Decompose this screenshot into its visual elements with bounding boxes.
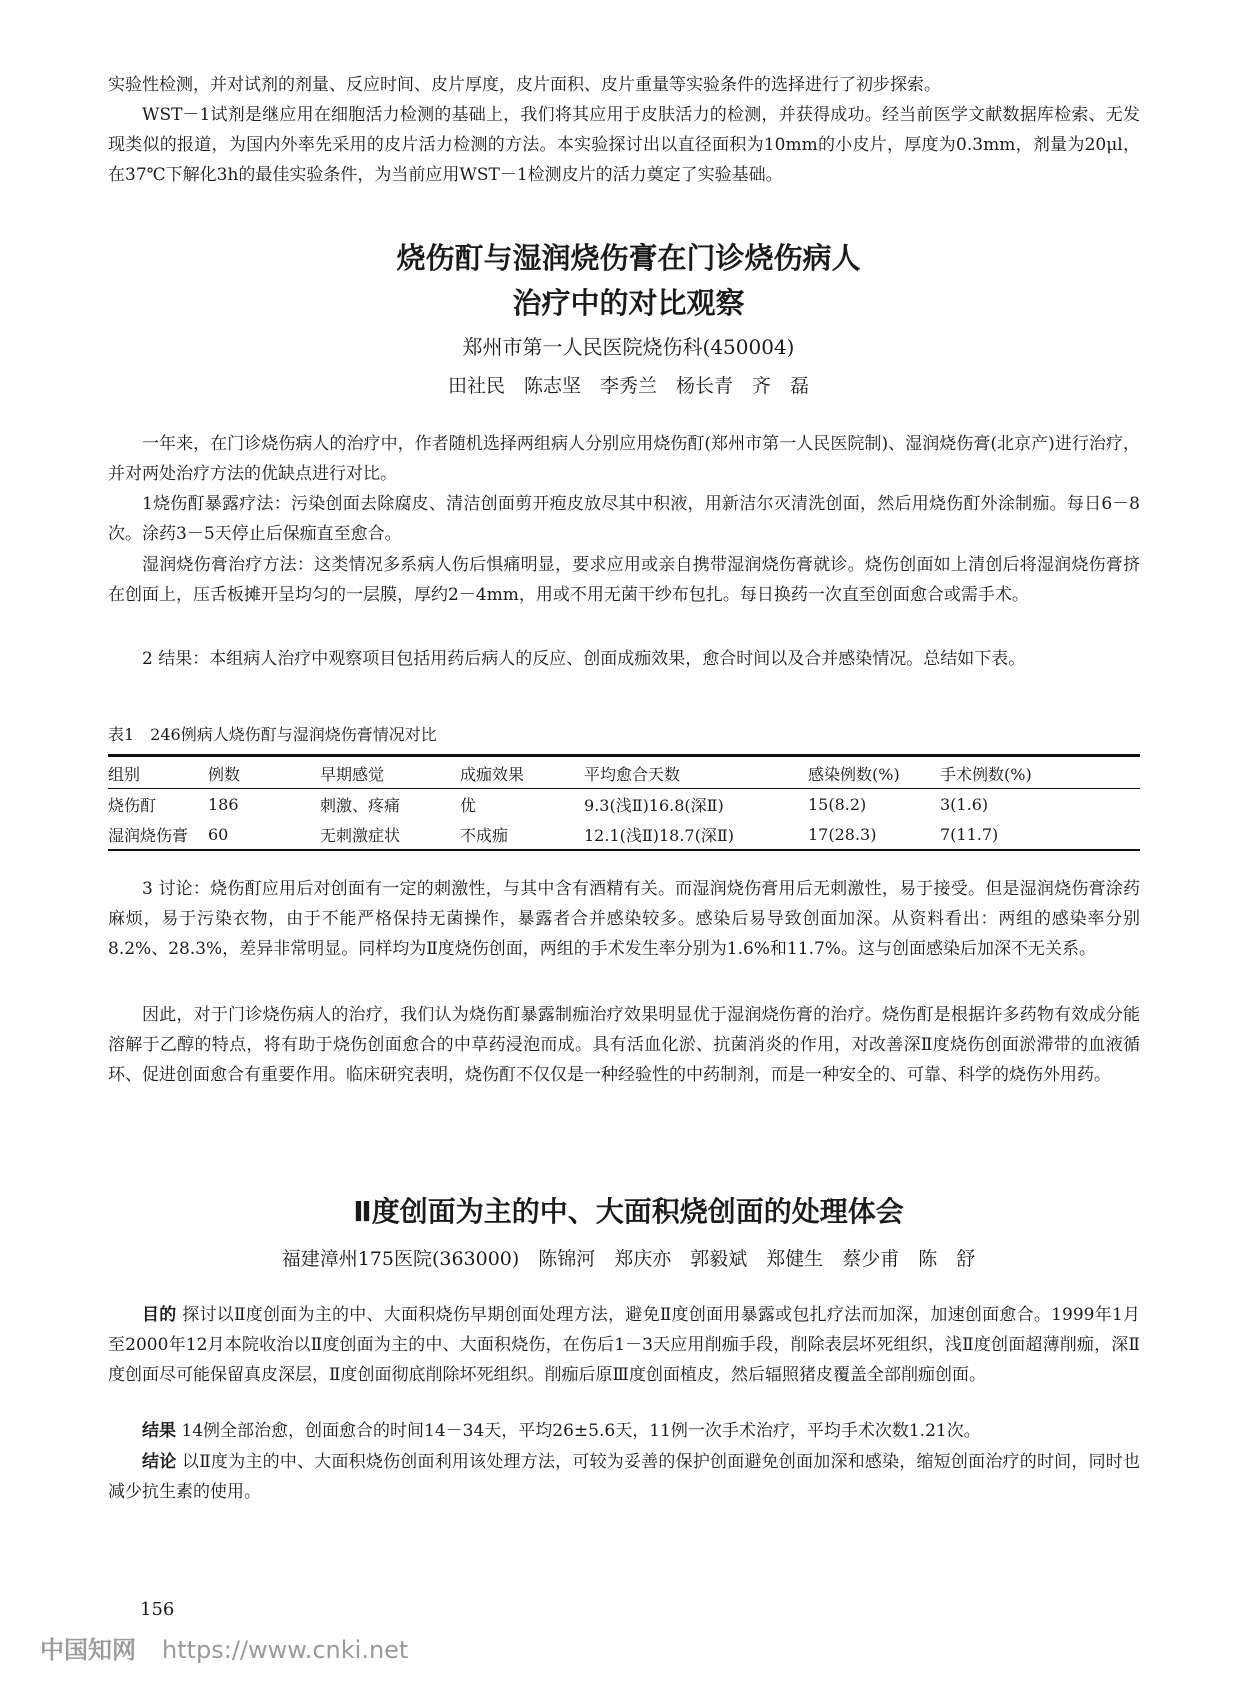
table-cell: 17(28.3) bbox=[808, 819, 940, 850]
article2-byline: 福建漳州175医院(363000) 陈锦河 郑庆亦 郭毅斌 郑健生 蔡少甫 陈 舒 bbox=[281, 1248, 976, 1270]
table-header-cell: 手术例数(%) bbox=[940, 756, 1140, 789]
table-cell: 9.3(浅Ⅱ)16.8(深Ⅱ) bbox=[584, 795, 724, 815]
intro-paragraph-1: 实验性检测，并对试剂的剂量、反应时间、皮片厚度，皮片面积、皮片重量等实验条件的选择进行了初步探索。 bbox=[108, 75, 941, 95]
table-caption: 表1 246例病人烧伤酊与湿润烧伤膏情况对比 bbox=[108, 725, 437, 744]
table-cell: 15(8.2) bbox=[808, 794, 867, 814]
cnki-logo-text: 中国知网 bbox=[40, 1636, 136, 1664]
article1-paragraph-5: 3 讨论：烧伤酊应用后对创面有一定的刺激性，与其中含有酒精有关。而湿润烧伤膏用后无刺激性，易于接受。但是湿润烧伤膏涂药麻烦，易于污染衣物，由于不能严格保持无菌操作，暴露者合并感染较多。感染后易导致创面加深。从资料看出：两组的感染率分别8.2%、28.3%，差异非常明显。同样均为Ⅱ度烧伤创面，两组的手术发生率分别为1.6%和11.7%。这与创面感染后加深不无关系。 bbox=[108, 879, 1140, 959]
table-header-cell: 早期感觉 bbox=[320, 756, 460, 789]
article1-paragraph-1: 一年来，在门诊烧伤病人的治疗中，作者随机选择两组病人分别应用烧伤酊(郑州市第一人民医院制)、湿润烧伤膏(北京产)进行治疗，并对两处治疗方法的优缺点进行对比。 bbox=[108, 434, 1140, 484]
table-cell: 3(1.6) bbox=[940, 794, 989, 814]
cnki-url[interactable]: https://www.cnki.net bbox=[162, 1636, 409, 1664]
table-cell: 无刺激症状 bbox=[320, 819, 460, 850]
table-cell: 7(11.7) bbox=[940, 819, 1140, 850]
cnki-watermark bbox=[40, 1630, 408, 1665]
table-cell: 优 bbox=[460, 795, 477, 815]
article2-conclusion bbox=[108, 1447, 1140, 1507]
article1-paragraph-3: 湿润烧伤膏治疗方法：这类情况多系病人伤后惧痛明显，要求应用或亲自携带湿润烧伤膏就诊。烧伤创面如上清创后将湿润烧伤膏挤在创面上，压舌板摊开呈均匀的一层膜，厚约2－4mm，用或不用无菌干纱布包扎。每日换药一次直至创面愈合或需手术。 bbox=[108, 555, 1140, 605]
article1-title-line2: 治疗中的对比观察 bbox=[512, 286, 745, 320]
table-header-cell: 平均愈合天数 bbox=[584, 756, 808, 789]
article1-authors: 田社民 陈志坚 李秀兰 杨长青 齐 磊 bbox=[447, 375, 809, 397]
article2-result bbox=[108, 1416, 1140, 1446]
article2-objective bbox=[108, 1300, 1140, 1390]
article1-paragraph-2: 1烧伤酊暴露疗法：污染创面去除腐皮、清洁创面剪开疱皮放尽其中积液，用新洁尔灭清洗创面，然后用烧伤酊外涂制痂。每日6－8次。涂药3－5天停止后保痂直至愈合。 bbox=[108, 494, 1140, 544]
table-header-cell: 成痂效果 bbox=[460, 756, 584, 789]
table-cell: 湿润烧伤膏 bbox=[108, 819, 208, 850]
result-text: 14例全部治愈，创面愈合的时间14－34天，平均26±5.6天，11例一次手术治疗，平均手术次数1.21次。 bbox=[181, 1421, 981, 1441]
table-cell: 12.1(浅Ⅱ)18.7(深Ⅱ) bbox=[584, 819, 808, 850]
table-header-cell: 组别 bbox=[108, 756, 208, 789]
page-number: 156 bbox=[140, 1599, 175, 1620]
article1-paragraph-4: 2 结果：本组病人治疗中观察项目包括用药后病人的反应、创面成痂效果，愈合时间以及合并感染情况。总结如下表。 bbox=[142, 649, 1026, 669]
conclusion-text: 以Ⅱ度为主的中、大面积烧伤创面利用该处理方法，可较为妥善的保护创面避免创面加深和感染，缩短创面治疗的时间，同时也减少抗生素的使用。 bbox=[108, 1452, 1141, 1502]
table-cell: 刺激、疼痛 bbox=[320, 795, 401, 815]
objective-text: 探讨以Ⅱ度创面为主的中、大面积烧伤早期创面处理方法，避免Ⅱ度创面用暴露或包扎疗法而加深，加速创面愈合。1999年1月至2000年12月本院收治以Ⅱ度创面为主的中、大面积烧伤，在伤后1－3天应用削痂手段，削除表层坏死组织，浅Ⅱ度创面超薄削痂，深Ⅱ度创面尽可能保留真皮深层，Ⅱ度创面彻底削除坏死组织。削痂后原Ⅲ度创面植皮，然后辐照猪皮覆盖全部削痂创面。 bbox=[108, 1305, 1141, 1385]
conclusion-label: 结论 bbox=[142, 1452, 177, 1472]
table-cell: 186 bbox=[208, 794, 239, 814]
article1-title-line1: 烧伤酊与湿润烧伤膏在门诊烧伤病人 bbox=[396, 241, 861, 275]
article1-paragraph-6: 因此，对于门诊烧伤病人的治疗，我们认为烧伤酊暴露制痂治疗效果明显优于湿润烧伤膏的治疗。烧伤酊是根据许多药物有效成分能溶解于乙醇的特点，将有助于烧伤创面愈合的中草药浸泡而成。具有活血化淤、抗菌消炎的作用，对改善深Ⅱ度烧伤创面淤滞带的血液循环、促进创面愈合有重要作用。临床研究表明，烧伤酊不仅仅是一种经验性的中药制剂，而是一种安全的、可靠、科学的烧伤外用药。 bbox=[108, 1005, 1140, 1085]
result-label: 结果 bbox=[142, 1421, 176, 1441]
intro-paragraph-2: WST－1试剂是继应用在细胞活力检测的基础上，我们将其应用于皮肤活力的检测，并获得成功。经当前医学文献数据库检索、无发现类似的报道，为国内外率先采用的皮片活力检测的方法。本实验探讨出以直径面积为10mm的小皮片，厚度为0.3mm，剂量为20μl，在37℃下解化3h的最佳实验条件，为当前应用WST－1检测皮片的活力奠定了实验基础。 bbox=[108, 105, 1140, 185]
article1-affiliation: 郑州市第一人民医院烧伤科(450004) bbox=[462, 335, 795, 359]
table-header-row bbox=[108, 756, 1140, 789]
objective-label: 目的 bbox=[142, 1305, 177, 1325]
table-cell: 不成痂 bbox=[460, 819, 584, 850]
table-row bbox=[108, 789, 1140, 820]
article2-title: Ⅱ度创面为主的中、大面积烧创面的处理体会 bbox=[353, 1195, 904, 1228]
table-row bbox=[108, 819, 1140, 850]
comparison-table bbox=[108, 754, 1140, 851]
table-header-cell: 感染例数(%) bbox=[808, 756, 940, 789]
table-cell: 烧伤酊 bbox=[108, 795, 157, 815]
table-cell: 60 bbox=[208, 819, 320, 850]
table-header-cell: 例数 bbox=[208, 756, 320, 789]
